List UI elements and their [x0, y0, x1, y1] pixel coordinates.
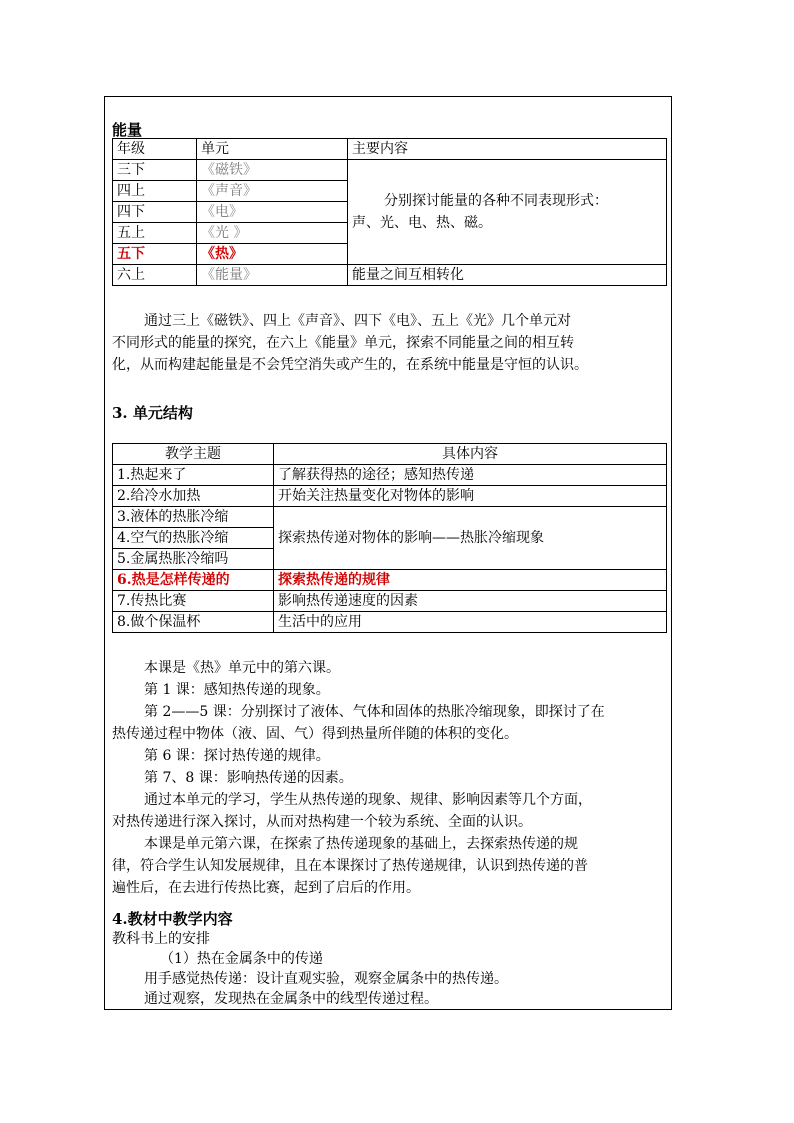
table-row — [113, 612, 667, 633]
paragraph-line: 对热传递进行深入探讨，从而对热构建一个较为系统、全面的认识。 — [112, 814, 532, 830]
unit-cell: 《光 》 — [197, 223, 348, 244]
teaching-title: 4.教材中教学内容 — [112, 910, 233, 928]
topic-cell: 8.做个保温杯 — [113, 612, 274, 633]
topic-cell: 5.金属热胀冷缩吗 — [113, 549, 274, 570]
grade-cell: 四上 — [113, 181, 197, 202]
header-detail: 具体内容 — [274, 444, 667, 465]
teaching-lines — [112, 929, 508, 1009]
merged-content-cell: 探索热传递对物体的影响——热胀冷缩现象 — [274, 507, 667, 570]
unit-cell: 《电》 — [197, 202, 348, 223]
topic-cell: 3.液体的热胀冷缩 — [113, 507, 274, 528]
paragraph-line: 化，从而构建起能量是不会凭空消失或产生的，在系统中能量是守恒的认识。 — [112, 357, 588, 373]
table-row — [113, 465, 667, 486]
structure-table — [112, 443, 667, 633]
topic-cell: 6.热是怎样传递的 — [113, 570, 274, 591]
header-content: 主要内容 — [348, 139, 667, 160]
teaching-line: 通过观察，发现热在金属条中的线型传递过程。 — [144, 991, 438, 1007]
paragraph-line: 律，符合学生认知发展规律，且在本课探讨了热传递规律，认识到热传递的普 — [112, 858, 588, 874]
content-cell: 了解获得热的途径；感知热传递 — [274, 465, 667, 486]
paragraph-line: 第 6 课：探讨热传递的规律。 — [144, 748, 330, 764]
header-topic: 教学主题 — [113, 444, 274, 465]
paragraph-line: 第 7、8 课：影响热传递的因素。 — [144, 770, 353, 786]
teaching-line: （1）热在金属条中的传递 — [160, 951, 323, 967]
table-row — [113, 160, 667, 181]
unit-cell: 《能量》 — [197, 265, 348, 286]
energy-title: 能量 — [112, 121, 143, 139]
paragraph-line: 第 1 课：感知热传递的现象。 — [144, 682, 330, 698]
header-grade: 年级 — [113, 139, 197, 160]
merged-content-line1: 分别探讨能量的各种不同表现形式： — [384, 193, 608, 209]
paragraph-line: 本课是《热》单元中的第六课。 — [144, 660, 340, 676]
energy-paragraph — [112, 310, 588, 376]
content-cell: 探索热传递的规律 — [274, 570, 667, 591]
grade-cell: 五上 — [113, 223, 197, 244]
unit-cell: 《声音》 — [197, 181, 348, 202]
teaching-line: 用手感觉热传递：设计直观实验，观察金属条中的热传递。 — [144, 971, 508, 987]
paragraph-line: 通过本单元的学习，学生从热传递的现象、规律、影响因素等几个方面， — [144, 792, 592, 808]
content-cell: 生活中的应用 — [274, 612, 667, 633]
paragraph-line: 不同形式的能量的探究，在六上《能量》单元，探索不同能量之间的相互转 — [112, 335, 574, 351]
grade-cell: 五下 — [113, 244, 197, 265]
topic-cell: 1.热起来了 — [113, 465, 274, 486]
energy-table — [112, 138, 667, 286]
table-row — [113, 591, 667, 612]
table-row — [113, 507, 667, 528]
structure-title: 3. 单元结构 — [112, 404, 193, 422]
topic-cell: 2.给冷水加热 — [113, 486, 274, 507]
topic-cell: 7.传热比赛 — [113, 591, 274, 612]
grade-cell: 六上 — [113, 265, 197, 286]
table-row-highlight — [113, 570, 667, 591]
table-header-row — [113, 444, 667, 465]
content-cell: 能量之间互相转化 — [348, 265, 667, 286]
unit-cell: 《磁铁》 — [197, 160, 348, 181]
topic-cell: 4.空气的热胀冷缩 — [113, 528, 274, 549]
unit-cell: 《热》 — [197, 244, 348, 265]
grade-cell: 三下 — [113, 160, 197, 181]
paragraph-line: 遍性后，在去进行传热比赛，起到了启后的作用。 — [112, 880, 420, 896]
structure-paragraph — [112, 657, 605, 899]
table-header-row — [113, 139, 667, 160]
merged-content-line2: 声、光、电、热、磁。 — [352, 215, 492, 231]
table-row — [113, 265, 667, 286]
paragraph-line: 通过三上《磁铁》、四上《声音》、四下《电》、五上《光》几个单元对 — [144, 313, 571, 329]
paragraph-line: 本课是单元第六课，在探索了热传递现象的基础上，去探索热传递的规 — [144, 836, 578, 852]
content-cell: 影响热传递速度的因素 — [274, 591, 667, 612]
content-cell: 开始关注热量变化对物体的影响 — [274, 486, 667, 507]
header-unit: 单元 — [197, 139, 348, 160]
paragraph-line: 热传递过程中物体（液、固、气）得到热量所伴随的体积的变化。 — [112, 726, 518, 742]
paragraph-line: 第 2——5 课：分别探讨了液体、气体和固体的热胀冷缩现象，即探讨了在 — [144, 704, 605, 720]
grade-cell: 四下 — [113, 202, 197, 223]
merged-content-cell — [348, 160, 667, 265]
teaching-line: 教科书上的安排 — [112, 931, 210, 947]
table-row — [113, 486, 667, 507]
